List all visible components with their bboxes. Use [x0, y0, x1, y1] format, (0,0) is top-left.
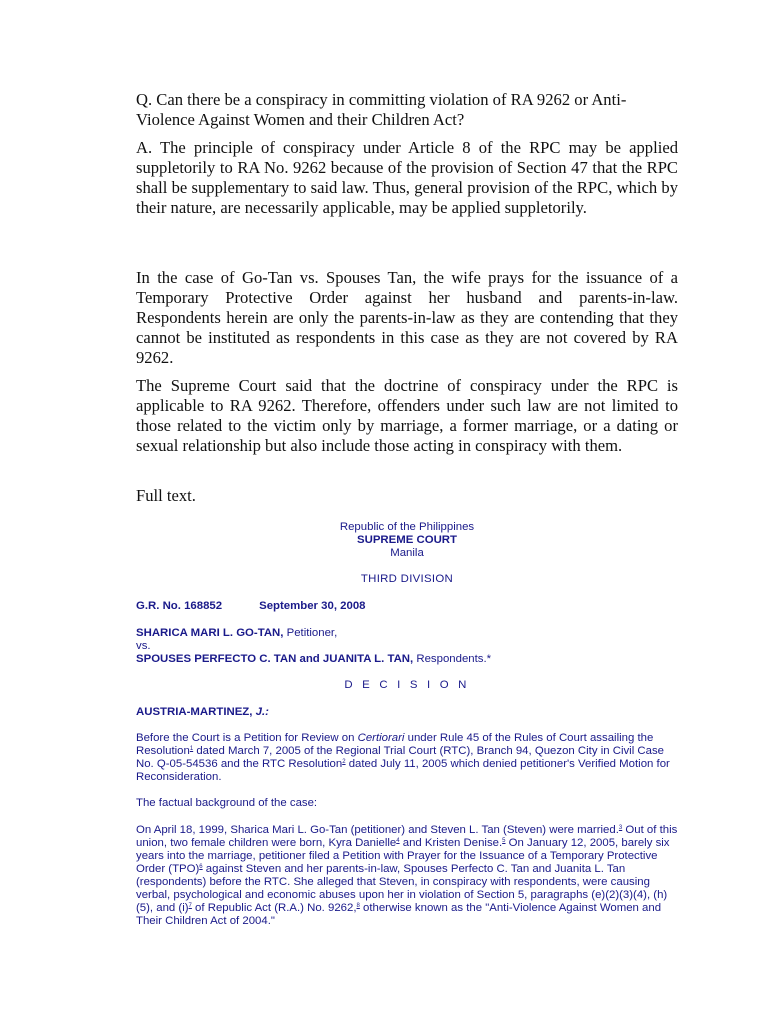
footnote-link-4[interactable]: 4 — [396, 838, 400, 844]
respondent-line — [136, 653, 678, 666]
text-run: Before the Court is a Petition for Review on — [136, 732, 358, 744]
republic-line: Republic of the Philippines — [339, 521, 475, 533]
certiorari-text: Certiorari — [357, 732, 405, 744]
footnote-link-2[interactable]: 2 — [342, 759, 346, 765]
ponente-line — [136, 706, 678, 719]
petitioner-name: SHARICA MARI L. GO-TAN, — [136, 627, 284, 639]
case-summary-paragraph: In the case of Go-Tan vs. Spouses Tan, the wife prays for the issuance of a Temporary Protective Order against her husband and parents-in-law. Respondents herein are only the parents-in-law as they are contending that they cannot be instituted as respondents in this case as they are not covered by RA 9262. — [136, 268, 678, 367]
ruling-summary-paragraph: The Supreme Court said that the doctrine of conspiracy under the RPC is applicable to RA 9262. Therefore, offenders under such law are not limited to those related to the victim only by marriage, a former marriage, or a dating or sexual relationship but also include those acting in conspiracy with them. — [136, 376, 678, 455]
answer-paragraph: A. The principle of conspiracy under Article 8 of the RPC may be applied suppletorily to RA No. 9262 because of the provision of Section 47 that the RPC shall be supplementary to said law. Thus, general provision of the RPC, which by their nature, are necessarily applicable, may be applied suppletorily. — [136, 138, 678, 217]
footnote-link-6[interactable]: 6 — [199, 864, 203, 870]
text-run: of Republic Act (R.A.) No. 9262, — [191, 902, 357, 914]
text-run: On April 18, 1999, Sharica Mari L. Go-Tan (petitioner) and Steven L. Tan (Steven) were married. — [136, 824, 619, 836]
footnote-link-1[interactable]: 1 — [189, 746, 194, 752]
text-run: dated July 11, 2005 which denied petitioner's Verified Motion for Reconsideration. — [136, 758, 670, 783]
ponente-suffix: J.: — [255, 706, 269, 718]
text-run: against Steven and her parents-in-law, Spouses Perfecto C. Tan and Juanita L. Tan (respondents) before the RTC. She alleged that Steven, in conspiracy with respondents, were causing verbal, psychological and economic abuses upon her in violation of Section 5, paragraphs (e)(2)(3)(4), (h)(5), and (i) — [136, 863, 668, 914]
versus-line: vs. — [136, 640, 151, 652]
footnote-link-8[interactable]: 8 — [356, 903, 360, 909]
footnote-link-7[interactable]: 7 — [188, 903, 192, 909]
full-text-label: Full text. — [136, 486, 196, 505]
footnote-link-5[interactable]: 5 — [502, 838, 506, 844]
footnote-link-3[interactable]: 3 — [618, 825, 623, 831]
decision-paragraph-3 — [136, 824, 678, 928]
decision-date: September 30, 2008 — [259, 600, 366, 612]
question-paragraph: Q. Can there be a conspiracy in committing violation of RA 9262 or Anti-Violence Against Women and their Children Act? — [136, 90, 627, 129]
court-city: Manila — [390, 547, 424, 559]
text-run: On January 12, 2005, barely six years into the marriage, petitioner filed a Petition with Prayer for the Issuance of a Temporary Protective Order (TPO) — [136, 837, 670, 875]
text-run: and Kristen Denise. — [399, 837, 503, 849]
gr-number: G.R. No. 168852 — [136, 600, 223, 612]
respondent-name: SPOUSES PERFECTO C. TAN and JUANITA L. TAN, — [136, 653, 414, 665]
parties-block — [136, 627, 678, 666]
text-run: under Rule 45 of the Rules of Court assailing the Resolution — [136, 732, 654, 757]
court-header — [136, 521, 678, 560]
petitioner-line — [136, 627, 678, 640]
court-name: SUPREME COURT — [357, 534, 457, 546]
petitioner-role: Petitioner, — [283, 627, 338, 639]
text-run: otherwise known as the "Anti-Violence Against Women and Their Children Act of 2004." — [136, 902, 662, 927]
case-number-line — [136, 600, 678, 613]
text-run: Out of this union, two female children were born, Kyra Danielle — [136, 824, 678, 849]
division-label: THIRD DIVISION — [360, 573, 454, 585]
decision-title: D E C I S I O N — [344, 679, 470, 691]
decision-paragraph-2: The factual background of the case: — [136, 797, 318, 809]
ponente-name: AUSTRIA-MARTINEZ, — [136, 706, 253, 718]
respondent-role: Respondents.* — [413, 653, 492, 665]
text-run: dated March 7, 2005 of the Regional Trial Court (RTC), Branch 94, Quezon City in Civil Case No. Q-05-54536 and the RTC Resolution — [136, 745, 664, 770]
decision-paragraph-1 — [136, 732, 678, 784]
